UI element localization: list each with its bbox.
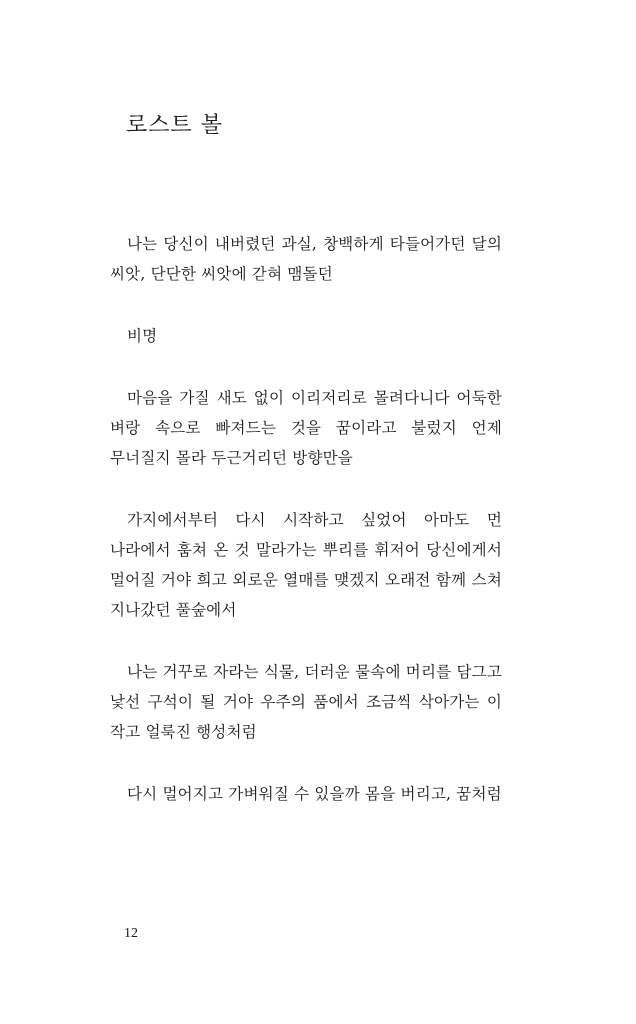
poem-stanza: 비명: [127, 327, 158, 345]
poem-stanza: 가지에서부터 다시 시작하고 싶었어 아마도 먼 나라에서 훔쳐 온 것 말라가는 뿌리를 휘저어 당신에게서 멀어질 거야 희고 외로운 열매를 맺겠지 오래전 함께 스쳐 지나갔던 풀숲에서: [110, 511, 502, 619]
page-number: 12: [124, 926, 138, 941]
poem-stanza: 나는 당신이 내버렸던 과실, 창백하게 타들어가던 달의 씨앗, 단단한 씨앗에 갇혀 맴돌던: [110, 235, 502, 283]
poem-title: 로스트 볼: [126, 113, 224, 138]
poem-stanza: 나는 거꾸로 자라는 식물, 더러운 물속에 머리를 담그고 낯선 구석이 될 거야 우주의 품에서 조금씩 삭아가는 이 작고 얼룩진 행성처럼: [110, 663, 502, 741]
poem-stanza: 다시 멀어지고 가벼워질 수 있을까 몸을 버리고, 꿈처럼: [127, 785, 502, 803]
poem-body: [110, 229, 502, 841]
poem-stanza: 마음을 가질 새도 없이 이리저리로 몰려다니다 어둑한 벼랑 속으로 빠져드는 것을 꿈이라고 불렀지 언제 무너질지 몰라 두근거리던 방향만을: [110, 389, 502, 467]
